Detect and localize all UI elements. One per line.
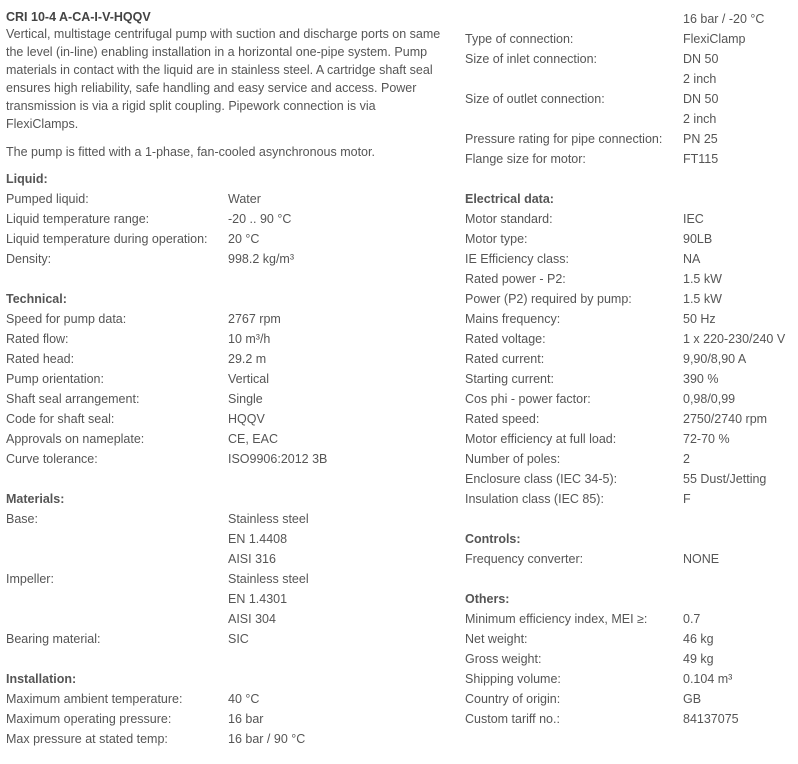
spec-value: 90LB: [683, 232, 713, 246]
spec-row: [465, 409, 795, 429]
spec-label: Cos phi - power factor:: [465, 392, 591, 406]
spec-section-technical: [6, 289, 446, 469]
spec-row: [465, 369, 795, 389]
spec-value: 40 °C: [228, 692, 260, 706]
spec-row: [465, 349, 795, 369]
product-title: CRI 10-4 A-CA-I-V-HQQV: [6, 10, 151, 24]
spec-value: CE, EAC: [228, 432, 279, 446]
spec-value: F: [683, 492, 691, 506]
section-title: Technical:: [6, 292, 67, 306]
spec-values: [683, 409, 767, 429]
spec-values: [228, 309, 281, 329]
spec-label: Frequency converter:: [465, 552, 584, 566]
spec-value: Single: [228, 392, 263, 406]
spec-value: 0,98/0,99: [683, 392, 736, 406]
spec-value: 9,90/8,90 A: [683, 352, 747, 366]
spec-value: DN 50: [683, 52, 719, 66]
spec-label: Density:: [6, 252, 52, 266]
section-spacer: [6, 469, 446, 489]
spec-values: [683, 49, 718, 89]
spec-value: 0.104 m³: [683, 672, 733, 686]
spec-row: [465, 629, 795, 649]
spec-values: [683, 549, 719, 569]
spec-row: [465, 669, 795, 689]
spec-values: [683, 629, 714, 649]
spec-label: Approvals on nameplate:: [6, 432, 145, 446]
spec-row: [465, 429, 795, 449]
spec-values: [228, 369, 269, 389]
spec-value: 16 bar / -20 °C: [683, 12, 765, 26]
spec-value: FlexiClamp: [683, 32, 746, 46]
spec-values: [228, 709, 263, 729]
spec-row: [465, 269, 795, 289]
spec-values: [228, 429, 278, 449]
spec-label: Rated current:: [465, 352, 545, 366]
spec-row: [6, 729, 446, 749]
spec-value: 16 bar / 90 °C: [228, 732, 306, 746]
spec-row: [465, 709, 795, 729]
spec-value: 84137075: [683, 712, 739, 726]
spec-values: [683, 349, 746, 369]
spec-row: [6, 309, 446, 329]
section-title: Others:: [465, 592, 510, 606]
spec-label: Number of poles:: [465, 452, 561, 466]
spec-row: [465, 469, 795, 489]
spec-label: Country of origin:: [465, 692, 561, 706]
section-spacer: [465, 169, 795, 189]
spec-label: Custom tariff no.:: [465, 712, 560, 726]
spec-value: AISI 316: [228, 552, 276, 566]
spec-row: [465, 389, 795, 409]
spec-row: [6, 369, 446, 389]
section-title: Installation:: [6, 672, 77, 686]
spec-value: -20 .. 90 °C: [228, 212, 292, 226]
spec-values: [228, 349, 266, 369]
spec-label: Rated power - P2:: [465, 272, 566, 286]
spec-row: [6, 329, 446, 349]
spec-value: 55 Dust/Jetting: [683, 472, 767, 486]
section-spacer: [465, 569, 795, 589]
spec-row: [6, 569, 446, 629]
spec-values: [683, 369, 718, 389]
spec-row: [465, 489, 795, 509]
spec-label: Motor standard:: [465, 212, 553, 226]
spec-values: [683, 709, 739, 729]
spec-value: SIC: [228, 632, 249, 646]
spec-section-electrical-data: [465, 189, 795, 509]
spec-values: [683, 9, 764, 29]
spec-label: Starting current:: [465, 372, 554, 386]
spec-values: [683, 689, 701, 709]
spec-values: [228, 329, 270, 349]
spec-value: 20 °C: [228, 232, 260, 246]
spec-value: Stainless steel: [228, 512, 309, 526]
spec-label: Impeller:: [6, 572, 54, 586]
spec-row: [465, 229, 795, 249]
spec-value: 0.7: [683, 612, 701, 626]
spec-values: [683, 149, 718, 169]
spec-values: [683, 389, 735, 409]
spec-label: Bearing material:: [6, 632, 101, 646]
spec-values: [683, 129, 718, 149]
spec-label: Rated voltage:: [465, 332, 546, 346]
spec-section-liquid: [6, 169, 446, 269]
spec-value: 29.2 m: [228, 352, 267, 366]
right-column: [465, 9, 795, 729]
spec-row: [465, 609, 795, 629]
spec-label: Net weight:: [465, 632, 528, 646]
spec-value: 1.5 kW: [683, 272, 722, 286]
spec-values: [683, 609, 700, 629]
spec-row: [6, 209, 446, 229]
spec-values: [228, 249, 294, 269]
spec-value: 50 Hz: [683, 312, 716, 326]
spec-label: Gross weight:: [465, 652, 542, 666]
spec-values: [683, 289, 722, 309]
spec-values: [683, 669, 732, 689]
spec-label: Insulation class (IEC 85):: [465, 492, 604, 506]
right-spec-sections: [465, 9, 795, 729]
spec-values: [228, 629, 249, 649]
spec-section-materials: [6, 489, 446, 649]
spec-value: EN 1.4408: [228, 532, 288, 546]
spec-value: 49 kg: [683, 652, 714, 666]
spec-value: 2 inch: [683, 72, 717, 86]
section-title: Electrical data:: [465, 192, 554, 206]
spec-value: DN 50: [683, 92, 719, 106]
spec-label: Motor efficiency at full load:: [465, 432, 617, 446]
spec-value: 1 x 220-230/240 V: [683, 332, 786, 346]
spec-value: EN 1.4301: [228, 592, 288, 606]
spec-label: Maximum ambient temperature:: [6, 692, 183, 706]
spec-values: [683, 449, 690, 469]
spec-values: [228, 409, 265, 429]
spec-values: [683, 209, 704, 229]
spec-label: Flange size for motor:: [465, 152, 586, 166]
spec-values: [228, 569, 309, 629]
spec-row: [465, 249, 795, 269]
spec-label: Curve tolerance:: [6, 452, 98, 466]
spec-values: [683, 29, 746, 49]
spec-label: Rated head:: [6, 352, 75, 366]
spec-label: Size of inlet connection:: [465, 52, 598, 66]
spec-row: [465, 449, 795, 469]
spec-row: [6, 389, 446, 409]
left-spec-sections: [6, 169, 446, 749]
section-spacer: [6, 269, 446, 289]
spec-values: [228, 729, 305, 749]
spec-value: 16 bar: [228, 712, 264, 726]
spec-label: IE Efficiency class:: [465, 252, 569, 266]
spec-values: [683, 89, 718, 129]
spec-label: Motor type:: [465, 232, 528, 246]
spec-values: [228, 389, 263, 409]
spec-label: Liquid temperature range:: [6, 212, 150, 226]
spec-section-blank: [465, 9, 795, 169]
spec-value: NA: [683, 252, 701, 266]
section-spacer: [465, 509, 795, 529]
spec-row: [465, 689, 795, 709]
spec-label: Type of connection:: [465, 32, 574, 46]
spec-value: 390 %: [683, 372, 719, 386]
spec-row: [465, 89, 795, 129]
spec-values: [228, 509, 309, 569]
spec-row: [6, 409, 446, 429]
spec-row: [6, 429, 446, 449]
spec-values: [228, 689, 259, 709]
spec-value: 1.5 kW: [683, 292, 722, 306]
spec-row: [465, 309, 795, 329]
spec-label: Speed for pump data:: [6, 312, 127, 326]
spec-value: 2750/2740 rpm: [683, 412, 768, 426]
spec-value: Water: [228, 192, 261, 206]
spec-values: [683, 489, 691, 509]
spec-row: [6, 709, 446, 729]
spec-value: HQQV: [228, 412, 265, 426]
spec-label: [465, 9, 683, 29]
spec-values: [228, 449, 327, 469]
spec-row: [6, 349, 446, 369]
spec-row: [6, 449, 446, 469]
spec-values: [683, 429, 730, 449]
spec-label: Mains frequency:: [465, 312, 561, 326]
spec-row: [6, 249, 446, 269]
spec-row: [465, 289, 795, 309]
spec-row: [465, 129, 795, 149]
product-description: Vertical, multistage centrifugal pump with suction and discharge ports on same the level (in-line) enabling installation in a horizontal one-pipe system. Pump materials in contact with the liquid are in stainless steel. A cartridge shaft seal ensures high reliability, safe handling and easy service and access. Power transmission is via a rigid split coupling. Pipework connection is via FlexiClamps.: [6, 27, 441, 131]
spec-label: Rated speed:: [465, 412, 540, 426]
spec-value: AISI 304: [228, 612, 276, 626]
spec-row: [465, 149, 795, 169]
spec-value: PN 25: [683, 132, 718, 146]
spec-label: Minimum efficiency index, MEI ≥:: [465, 612, 648, 626]
spec-values: [228, 209, 291, 229]
spec-label: Rated flow:: [6, 332, 69, 346]
spec-row: [6, 689, 446, 709]
spec-row: [465, 49, 795, 89]
spec-row: [465, 209, 795, 229]
spec-row: [465, 329, 795, 349]
spec-section-installation: [6, 669, 446, 749]
spec-values: [683, 229, 712, 249]
spec-row: [6, 629, 446, 649]
spec-values: [228, 229, 259, 249]
spec-values: [683, 329, 785, 349]
spec-label: Shaft seal arrangement:: [6, 392, 140, 406]
section-title: Controls:: [465, 532, 521, 546]
spec-values: [683, 309, 716, 329]
spec-label: Size of outlet connection:: [465, 92, 605, 106]
spec-row: [6, 509, 446, 569]
spec-value: 998.2 kg/m³: [228, 252, 295, 266]
motor-note: The pump is fitted with a 1-phase, fan-cooled asynchronous motor.: [6, 145, 375, 159]
spec-label: Pressure rating for pipe connection:: [465, 132, 663, 146]
spec-label: Pump orientation:: [6, 372, 104, 386]
spec-row: [465, 549, 795, 569]
spec-value: NONE: [683, 552, 720, 566]
section-spacer: [6, 649, 446, 669]
spec-values: [683, 469, 766, 489]
spec-value: FT115: [683, 152, 719, 166]
spec-row: [6, 229, 446, 249]
spec-value: 2: [683, 452, 690, 466]
spec-label: Liquid temperature during operation:: [6, 232, 208, 246]
spec-value: 72-70 %: [683, 432, 730, 446]
spec-section-others: [465, 589, 795, 729]
spec-value: 46 kg: [683, 632, 714, 646]
section-title: Liquid:: [6, 172, 48, 186]
spec-label: Code for shaft seal:: [6, 412, 115, 426]
spec-row: [465, 29, 795, 49]
spec-value: GB: [683, 692, 702, 706]
spec-section-controls: [465, 529, 795, 569]
spec-label: Base:: [6, 512, 38, 526]
spec-row: [465, 649, 795, 669]
spec-value: Vertical: [228, 372, 269, 386]
spec-label: Enclosure class (IEC 34-5):: [465, 472, 618, 486]
spec-label: Shipping volume:: [465, 672, 561, 686]
section-title: Materials:: [6, 492, 65, 506]
spec-value: 2767 rpm: [228, 312, 281, 326]
spec-label: Pumped liquid:: [6, 192, 89, 206]
spec-values: [683, 269, 722, 289]
spec-label: Max pressure at stated temp:: [6, 732, 168, 746]
left-column: [6, 9, 446, 749]
spec-row: [6, 189, 446, 209]
spec-value: Stainless steel: [228, 572, 309, 586]
spec-value: 10 m³/h: [228, 332, 271, 346]
spec-values: [228, 189, 261, 209]
spec-value: 2 inch: [683, 112, 717, 126]
spec-row: [465, 9, 795, 29]
spec-values: [683, 649, 714, 669]
spec-values: [683, 249, 700, 269]
spec-value: ISO9906:2012 3B: [228, 452, 328, 466]
spec-value: IEC: [683, 212, 704, 226]
spec-label: Power (P2) required by pump:: [465, 292, 632, 306]
spec-label: Maximum operating pressure:: [6, 712, 172, 726]
